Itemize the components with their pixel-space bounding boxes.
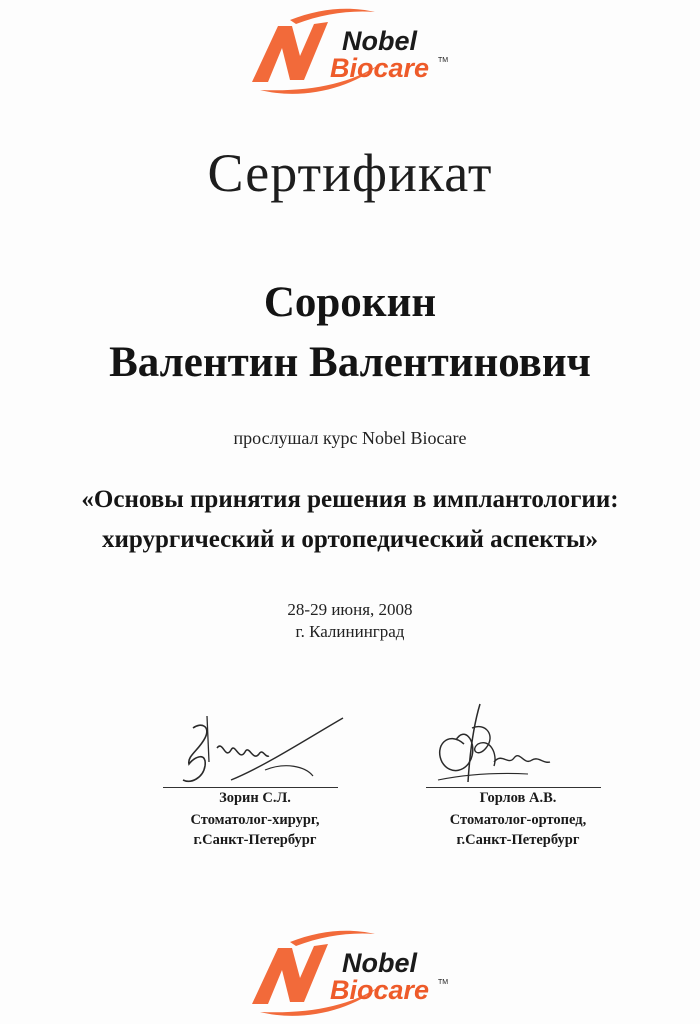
signature-line-left xyxy=(163,787,338,788)
signature-line-right xyxy=(426,787,601,788)
nobel-biocare-logo-icon xyxy=(230,0,470,100)
signer-name-left: Зорин С.Л. xyxy=(219,790,291,806)
trademark-text: TM xyxy=(438,57,449,64)
brand-line1-text: Nobel xyxy=(342,948,418,978)
recipient-surname: Сорокин xyxy=(263,279,437,326)
nobel-biocare-logo-bottom xyxy=(0,922,700,1022)
brand-line2-text: Biocare xyxy=(330,975,430,1005)
signature-left-icon xyxy=(135,700,375,800)
event-city: г. Калининград xyxy=(295,622,405,641)
signer-block-right xyxy=(398,700,638,860)
nobel-biocare-logo-icon xyxy=(230,922,470,1022)
signer-name-right: Горлов А.В. xyxy=(479,790,557,806)
signature-right-icon xyxy=(398,700,638,800)
recipient-given-names: Валентин Валентинович xyxy=(109,339,591,386)
signer-city-right: г.Санкт-Петербург xyxy=(456,832,580,848)
brand-line2-text: Biocare xyxy=(330,53,430,83)
signer-block-left xyxy=(135,700,375,860)
course-intro: прослушал курс Nobel Biocare xyxy=(233,428,467,448)
signer-role-left: Стоматолог-хирург, xyxy=(190,812,320,828)
trademark-text: TM xyxy=(438,979,449,986)
nobel-biocare-logo-top xyxy=(0,0,700,100)
signer-city-left: г.Санкт-Петербург xyxy=(193,832,317,848)
brand-line1-text: Nobel xyxy=(342,26,418,56)
event-date: 28-29 июня, 2008 xyxy=(287,600,413,619)
course-title-line1: «Основы принятия решения в имплантологии: xyxy=(81,486,619,513)
certificate-title: Сертификат xyxy=(207,143,493,203)
signer-role-right: Стоматолог-ортопед, xyxy=(449,812,587,828)
course-title-line2: хирургический и ортопедический аспекты» xyxy=(102,526,598,553)
